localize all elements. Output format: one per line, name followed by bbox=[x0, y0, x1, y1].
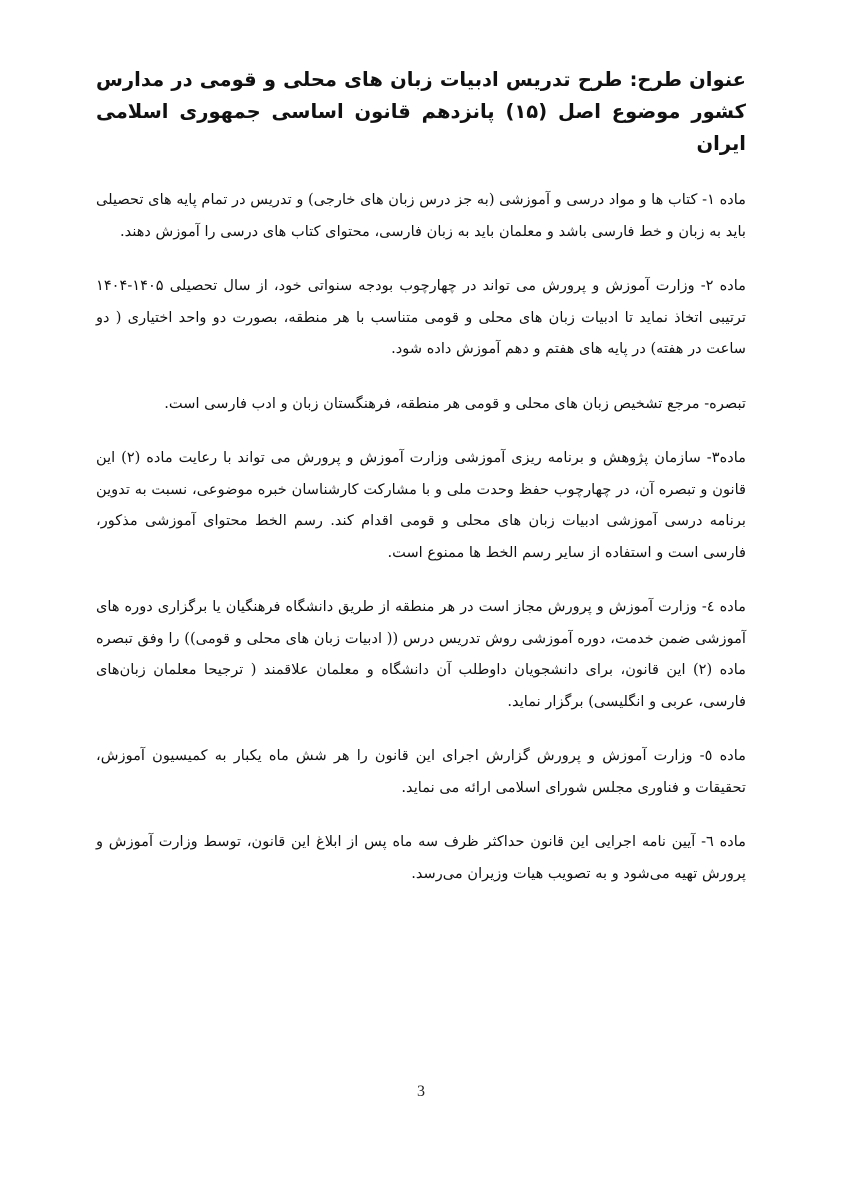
article-6-paragraph: ماده ٦- آیین نامه اجرایی این قانون حداکثر ظرف سه ماه پس از ابلاغ این قانون، توسط وزارت آموزش و پرورش تهیه می‌شود و به تصویب هیات وزیران می‌رسد. bbox=[96, 833, 746, 882]
article-5-paragraph: ماده ٥- وزارت آموزش و پرورش گزارش اجرای این قانون را هر شش ماه یکبار به کمیسیون آموزش، تحقیقات و فناوری مجلس شورای اسلامی ارائه می نماید. bbox=[96, 747, 746, 796]
article-3-paragraph: ماده۳- سازمان پژوهش و برنامه ریزی آموزشی وزارت آموزش و پرورش می تواند با رعایت ماده (۲) این قانون و تبصره آن، در چهارچوب حفظ وحدت ملی و با مشارکت کارشناسان خبره موضوعی، نسبت به تدوین برنامه درسی آموزشی ادبیات زبان های محلی و قومی اقدام کند. رسم الخط محتوای آموزشی مذکور، فارسی است و استفاده از سایر رسم الخط ها ممنوع است. bbox=[96, 449, 746, 561]
document-body bbox=[96, 64, 746, 912]
article-4-paragraph: ماده ٤- وزارت آموزش و پرورش مجاز است در هر منطقه از طریق دانشگاه فرهنگیان یا برگزاری دوره های آموزشی ضمن خدمت، دوره آموزشی روش تدریس درس (( ادبیات زبان های محلی و قومی)) را وفق تبصره ماده (۲) این قانون، برای دانشجویان داوطلب آن دانشگاه و معلمان علاقمند ( ترجیحا معلمان زبان‌های فارسی، عربی و انگلیسی) برگزار نماید. bbox=[96, 598, 746, 710]
page-number: 3 bbox=[417, 1083, 425, 1100]
document-title: عنوان طرح: طرح تدریس ادبیات زبان های محلی و قومی در مدارس کشور موضوع اصل (۱۵) پانزدهم قانون اساسی جمهوری اسلامی ایران bbox=[96, 68, 746, 155]
article-1-paragraph: ماده ۱- کتاب ها و مواد درسی و آموزشی (به جز درس زبان های خارجی) و تدریس در تمام پایه های تحصیلی باید به زبان و خط فارسی باشد و معلمان باید به زبان فارسی، محتوای کتاب های درسی را آموزش دهند. bbox=[96, 191, 746, 240]
note-paragraph: تبصره- مرجع تشخیص زبان های محلی و قومی هر منطقه، فرهنگستان زبان و ادب فارسی است. bbox=[164, 394, 746, 412]
article-2-paragraph: ماده ۲- وزارت آموزش و پرورش می تواند در چهارچوب بودجه سنواتی خود، از سال تحصیلی ۱۴۰۵-۱۴۰۴ ترتیبی اتخاذ نماید تا ادبیات زبان های محلی و قومی متناسب با هر منطقه، بصورت دو واحد اختیاری ( دو ساعت در هفته) در پایه های هفتم و دهم آموزش داده شود. bbox=[96, 277, 746, 357]
